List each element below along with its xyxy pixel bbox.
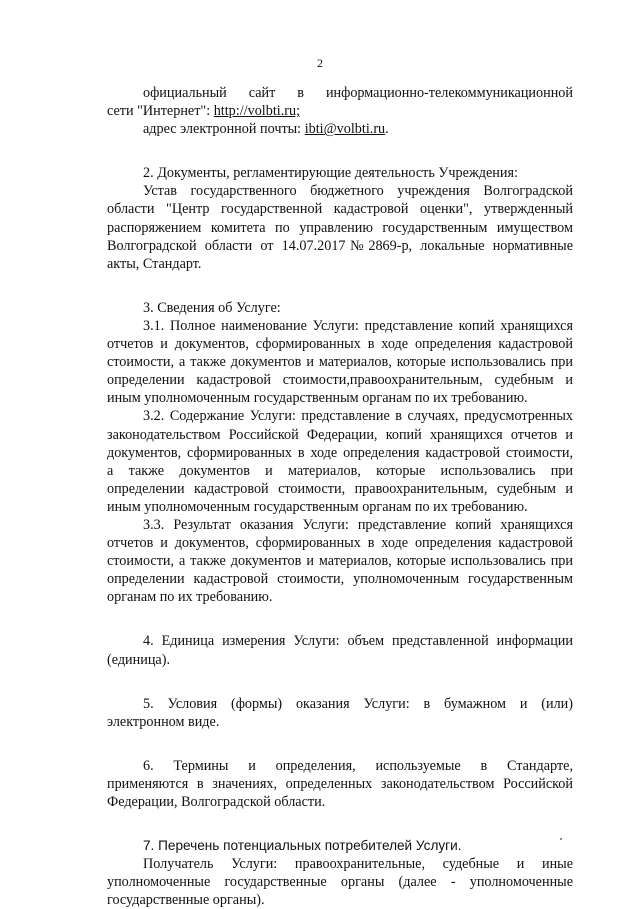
section-7-line: Получатель Услуги: правоохранительные, судебные и иные xyxy=(143,856,573,873)
document-body xyxy=(107,84,573,909)
section-2-line: Волгоградской области от 14.07.2017№2869-р, локальные нормативные xyxy=(107,237,573,254)
email-suffix: . xyxy=(385,121,389,138)
section-6-line: Федерации, Волгоградской области. xyxy=(107,794,326,810)
page-number: 2 xyxy=(317,56,323,70)
section-6-line: применяются в значениях, определенных законодательством Российской xyxy=(107,775,573,792)
section-3-heading: 3. Сведения об Услуге: xyxy=(143,299,281,316)
item-3-2-line: 3.2. Содержание Услуги: представление в случаях, предусмотренных xyxy=(143,408,573,425)
item-3-3-line: 3.3. Результат оказания Услуги: представление копий хранящихся xyxy=(143,516,573,533)
email-prefix: адрес электронной почты: xyxy=(143,121,305,138)
item-3-1-line: стоимости, а также документов и материалов, которые использовались при xyxy=(107,354,573,371)
item-3-2-line: иным уполномоченным государственным органам по их требованию. xyxy=(107,498,528,515)
item-3-2-line: определении кадастровой стоимости, правоохранительным, судебным и xyxy=(107,480,573,497)
contacts-block xyxy=(107,84,573,138)
section-7-heading: 7. Перечень потенциальных потребителей Услуги. xyxy=(143,838,462,854)
section-4 xyxy=(107,632,573,668)
section-7-line: уполномоченные государственные органы (далее - уполномоченные xyxy=(107,874,573,891)
item-3-2-line: а также документов и материалов, которые использовались при xyxy=(107,462,573,479)
item-3-1-line: 3.1. Полное наименование Услуги: представление копий хранящихся xyxy=(143,317,573,334)
item-3-3-line: определении кадастровой стоимости, уполномоченным государственным xyxy=(107,571,573,588)
section-5 xyxy=(107,695,573,731)
item-3-2-line: законодательством Российской Федерации, копий хранящихся отчетов и xyxy=(107,426,573,443)
section-4-line: 4. Единица измерения Услуги: объем представленной информации xyxy=(143,633,573,650)
site-prefix: сети "Интернет": xyxy=(107,103,214,120)
section-2-line: распоряжением комитета по управлению государственным имуществом xyxy=(107,219,573,236)
section-2-line: Устав государственного бюджетного учреждения Волгоградской xyxy=(143,183,573,200)
section-2 xyxy=(107,164,573,273)
site-line-1: официальный сайт в информационно-телекоммуникационной xyxy=(143,85,573,101)
item-3-1-line: определении кадастровой стоимости,правоохранительным, судебным и xyxy=(107,372,573,389)
item-3-3-line: стоимости, а также документов и материалов, которые использовались при xyxy=(107,553,573,570)
item-3-2-line: документов, сформированных в ходе определения кадастровой стоимости, xyxy=(107,444,573,461)
site-link[interactable]: http://volbti.ru; xyxy=(213,103,301,120)
section-6-line: 6. Термины и определения, используемые в Стандарте, xyxy=(143,757,573,774)
section-3 xyxy=(107,299,573,607)
item-3-3-line: отчетов и документов, сформированных в ходе определения кадастровой xyxy=(107,535,573,552)
section-7-line: государственные органы). xyxy=(107,892,265,909)
item-3-1-line: отчетов и документов, сформированных в ходе определения кадастровой xyxy=(107,336,573,353)
item-3-3-line: органам по их требованию. xyxy=(107,589,273,606)
section-2-line: области "Центр государственной кадастровой оценки", утвержденный xyxy=(107,201,573,218)
site-line-2 xyxy=(107,102,573,120)
section-2-heading: 2. Документы, регламентирующие деятельность Учреждения: xyxy=(143,165,518,182)
section-7 xyxy=(107,837,573,909)
email-link[interactable]: ibti@volbti.ru xyxy=(304,121,386,138)
section-5-line: электронном виде. xyxy=(107,713,220,730)
scan-speck xyxy=(560,838,562,840)
section-2-line: акты, Стандарт. xyxy=(107,255,202,272)
section-6 xyxy=(107,757,573,811)
section-5-line: 5. Условия (формы) оказания Услуги: в бумажном и (или) xyxy=(143,695,573,712)
item-3-1-line: иным уполномоченным государственным органам по их требованию. xyxy=(107,390,528,407)
email-line xyxy=(107,120,573,138)
section-4-line: (единица). xyxy=(107,651,170,668)
